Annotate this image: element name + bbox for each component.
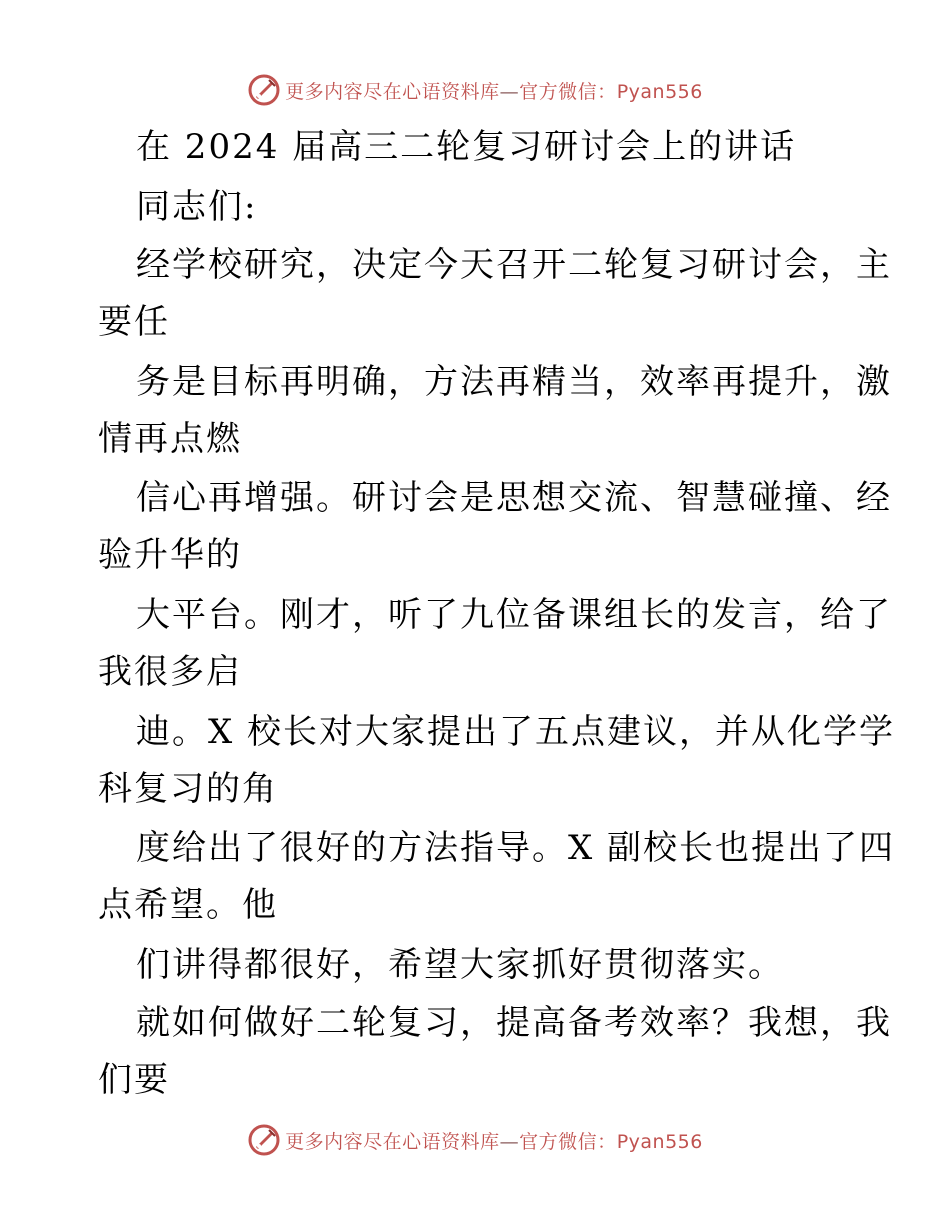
banner-wechat-id: Pyan556: [616, 1130, 703, 1153]
text-line: 信心再增强。研讨会是思想交流、智慧碰撞、经: [136, 478, 892, 518]
text-line: 就如何做好二轮复习，提高备考效率？我想，我: [136, 1003, 892, 1043]
text-line: 我很多启: [98, 652, 242, 692]
banner-prefix: 更多内容尽在心语资料库: [285, 80, 500, 103]
text-line: 点希望。他: [98, 885, 278, 925]
text-line: 们讲得都很好，希望大家抓好贯彻落实。: [136, 945, 784, 985]
text-line: 情再点燃: [98, 419, 242, 459]
banner-wechat-id: Pyan556: [616, 80, 703, 103]
quill-logo-icon: [247, 73, 281, 107]
text-line: 们要: [98, 1060, 170, 1100]
footer-banner: [0, 1120, 950, 1160]
banner-dash: —: [499, 80, 520, 103]
header-banner: [0, 70, 950, 110]
text-line: 要任: [98, 302, 170, 342]
text-line: 务是目标再明确，方法再精当，效率再提升，激: [136, 362, 892, 402]
banner-inner: [247, 1123, 703, 1157]
banner-prefix: 更多内容尽在心语资料库: [285, 1130, 500, 1153]
text-line: 科复习的角: [98, 769, 278, 809]
text-line: 验升华的: [98, 535, 242, 575]
salutation: 同志们:: [136, 187, 258, 227]
banner-text: [285, 1127, 703, 1154]
banner-inner: [247, 73, 703, 107]
banner-official: 官方微信：: [519, 1130, 617, 1153]
text-line: 度给出了很好的方法指导。X 副校长也提出了四: [136, 828, 896, 868]
text-line: 大平台。刚才，听了九位备课组长的发言，给了: [136, 595, 892, 635]
banner-official: 官方微信：: [519, 80, 617, 103]
banner-dash: —: [499, 1130, 520, 1153]
text-line: 经学校研究，决定今天召开二轮复习研讨会，主: [136, 245, 892, 285]
quill-logo-icon: [247, 1123, 281, 1157]
document-title: 在 2024 届高三二轮复习研讨会上的讲话: [136, 127, 797, 167]
text-line: 迪。X 校长对大家提出了五点建议，并从化学学: [136, 712, 896, 752]
banner-text: [285, 77, 703, 104]
